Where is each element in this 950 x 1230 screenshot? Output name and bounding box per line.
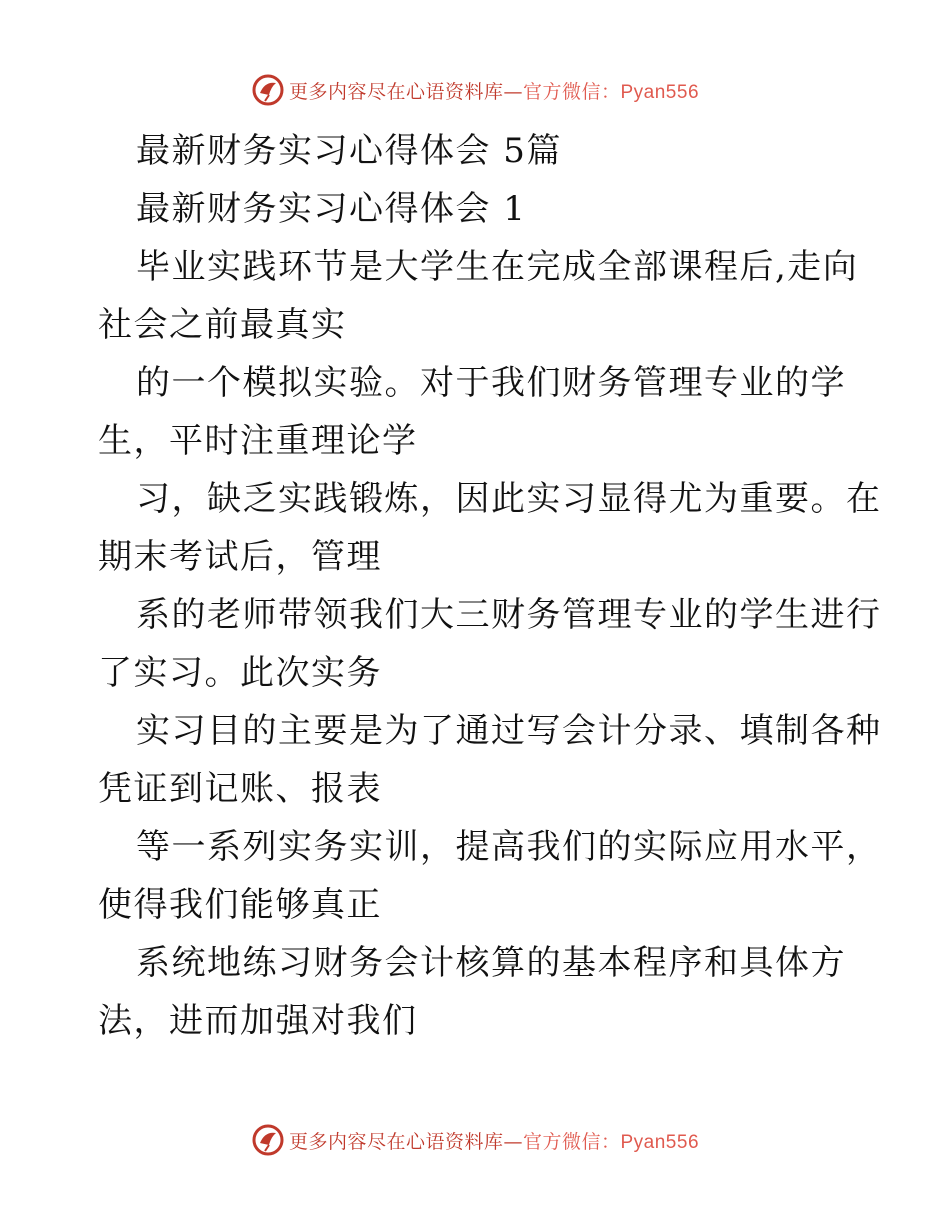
paragraph-line: 生，平时注重理论学 xyxy=(98,421,418,461)
paragraph-line: 习，缺乏实践锻炼，因此实习显得尤为重要。在 xyxy=(136,479,882,519)
library-logo-icon xyxy=(251,1123,285,1157)
paragraph-line: 系的老师带领我们大三财务管理专业的学生进行 xyxy=(136,595,882,635)
banner-dash: — xyxy=(503,1130,523,1153)
paragraph-line: 了实习。此次实务 xyxy=(98,653,382,693)
banner-title: 更多内容尽在心语资料库 xyxy=(288,80,504,103)
library-logo-icon xyxy=(251,73,285,107)
paragraph-line: 法，进而加强对我们 xyxy=(98,1001,418,1041)
banner-dash: — xyxy=(503,80,523,103)
banner-title: 更多内容尽在心语资料库 xyxy=(288,1130,504,1153)
document-body xyxy=(98,122,882,1050)
wechat-label: 官方微信： xyxy=(522,1130,621,1153)
wechat-id: Pyan556 xyxy=(620,1131,700,1153)
paragraph-line: 实习目的主要是为了通过写会计分录、填制各种 xyxy=(136,711,882,751)
paragraph-line: 凭证到记账、报表 xyxy=(98,769,382,809)
paragraph-line: 社会之前最真实 xyxy=(98,305,347,345)
paragraph-line: 的一个模拟实验。对于我们财务管理专业的学 xyxy=(136,363,846,403)
paragraph-line: 使得我们能够真正 xyxy=(98,885,382,925)
header-banner xyxy=(0,70,950,110)
paragraph-line: 等一系列实务实训，提高我们的实际应用水平， xyxy=(136,827,882,867)
document-title: 最新财务实习心得体会 5篇 xyxy=(136,131,562,171)
paragraph-line: 系统地练习财务会计核算的基本程序和具体方 xyxy=(136,943,846,983)
wechat-id: Pyan556 xyxy=(620,81,700,103)
paragraph-line: 毕业实践环节是大学生在完成全部课程后,走向 xyxy=(136,247,859,287)
section-heading: 最新财务实习心得体会 1 xyxy=(136,189,527,229)
footer-banner xyxy=(0,1120,950,1160)
paragraph-line: 期末考试后，管理 xyxy=(98,537,382,577)
wechat-label: 官方微信： xyxy=(522,80,621,103)
